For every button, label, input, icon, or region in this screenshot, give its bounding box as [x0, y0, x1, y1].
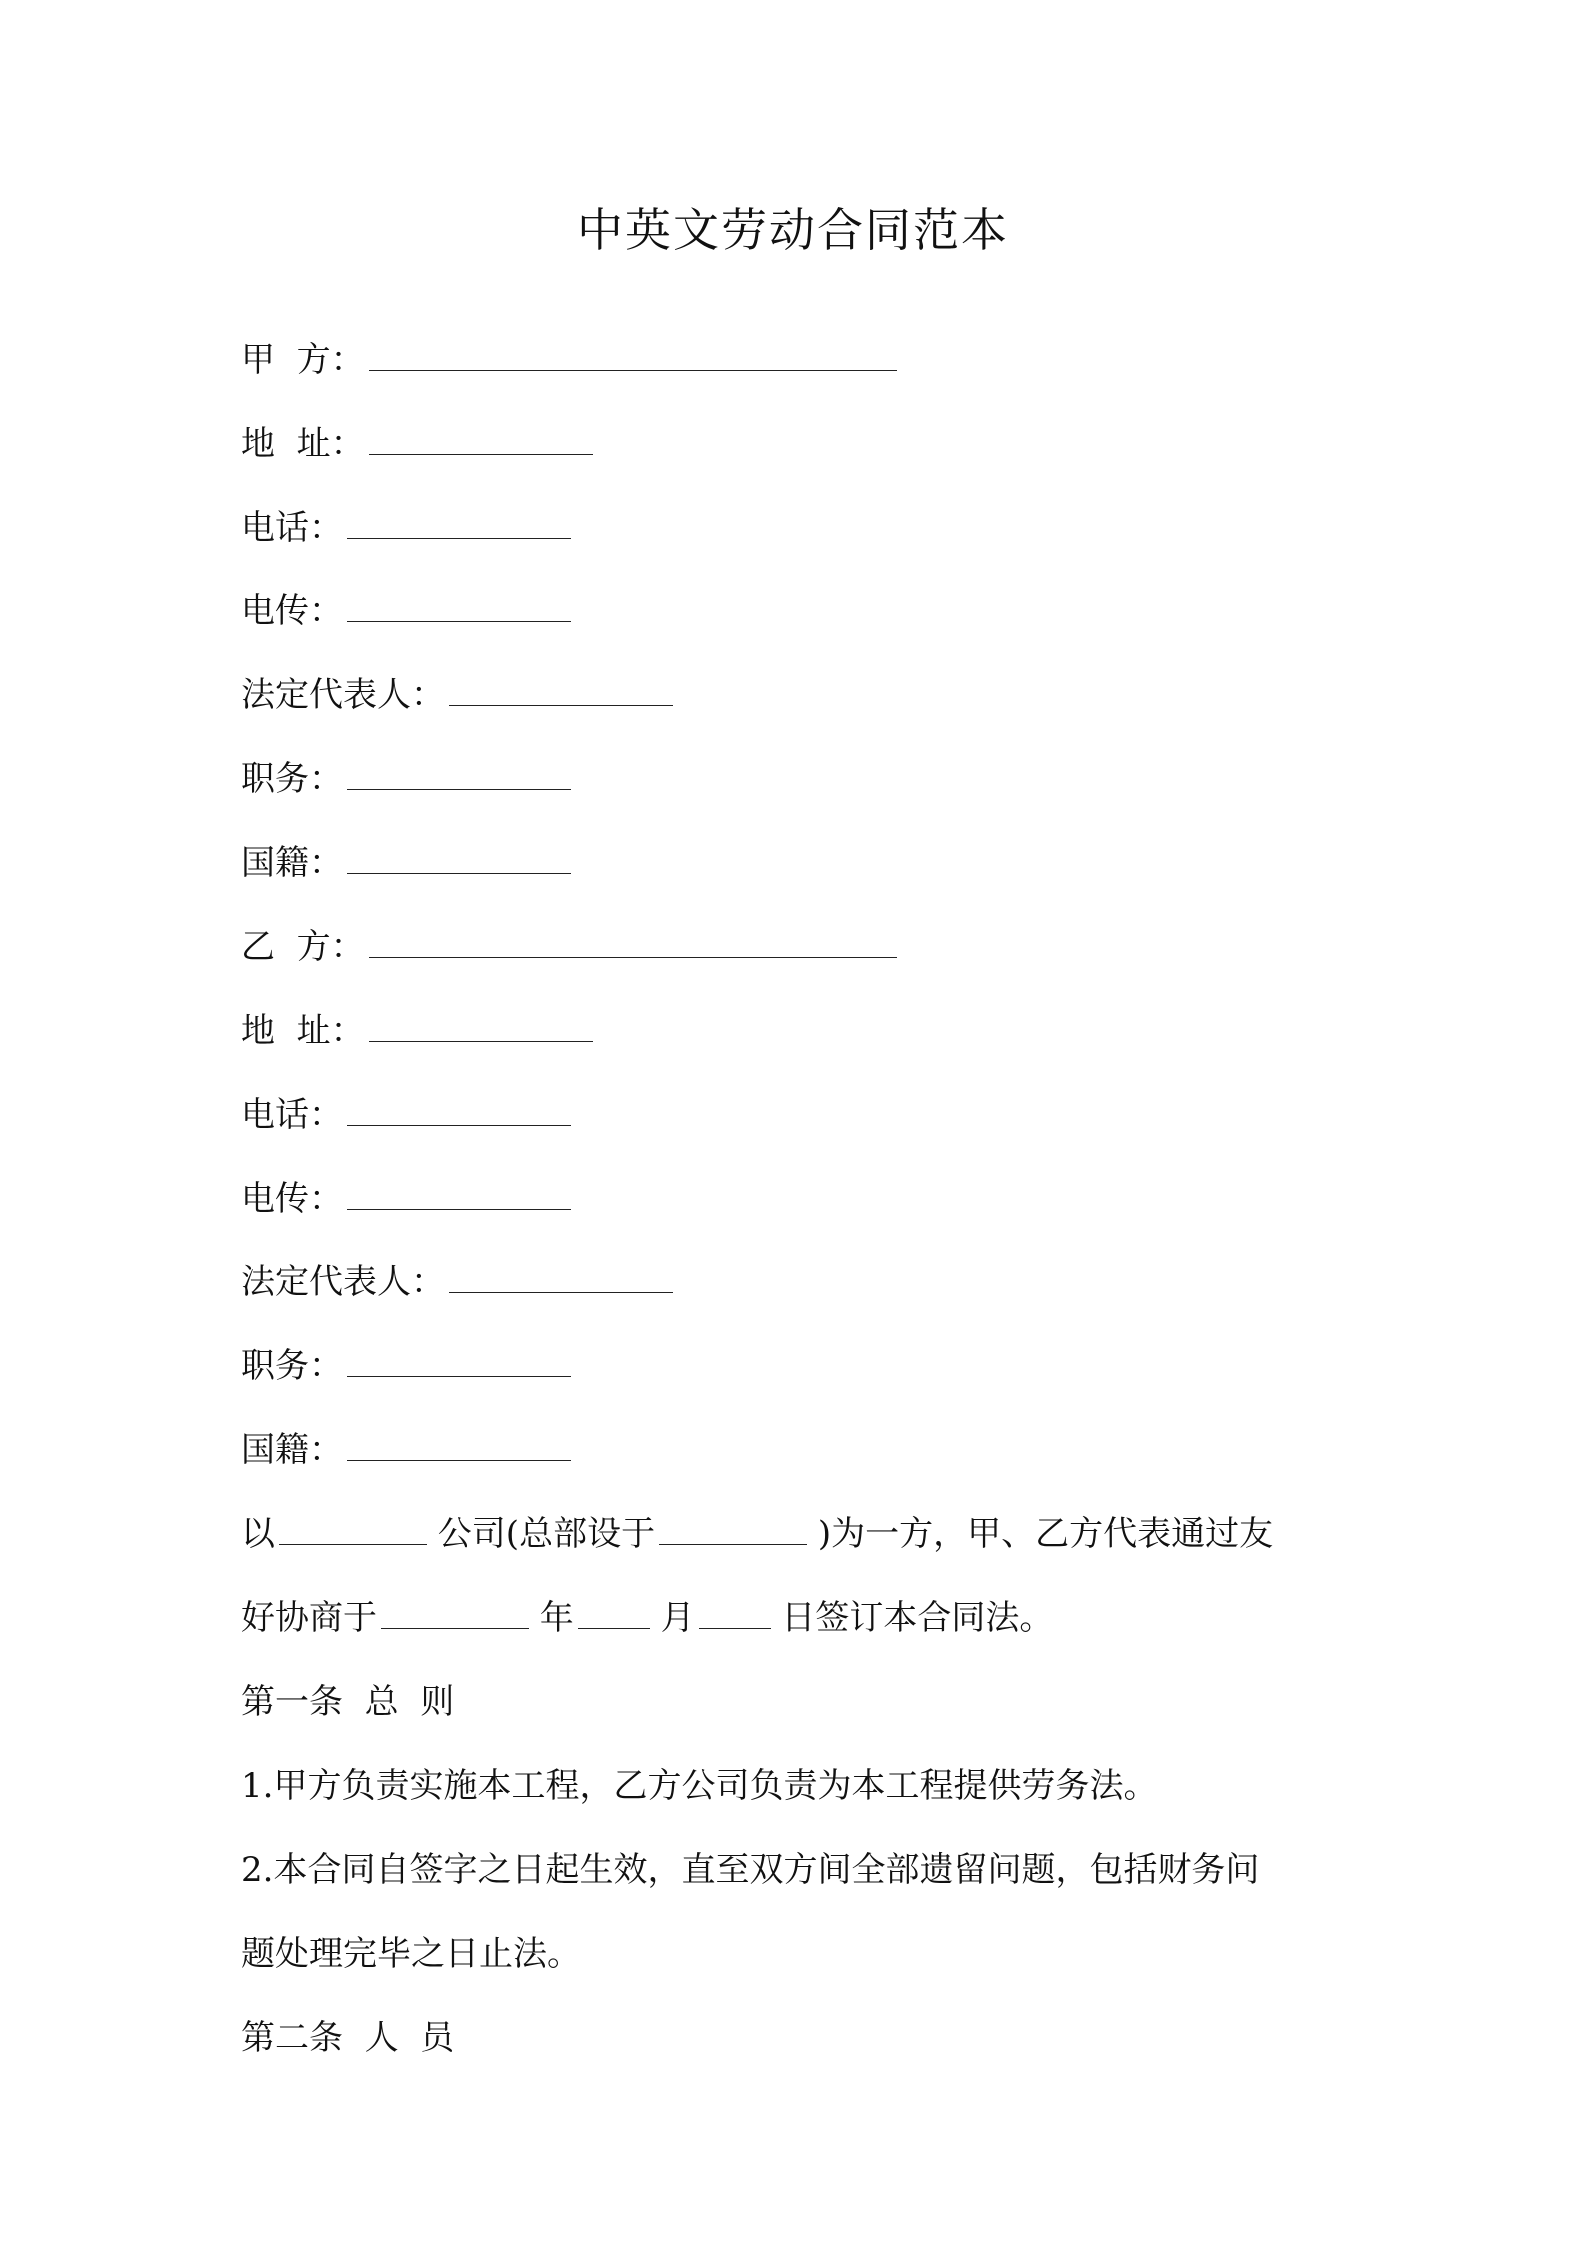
- party-a-legal-rep-blank: [449, 675, 673, 706]
- party-b-address-label: 地 址：: [241, 1011, 365, 1051]
- article-1-item-2-line-2: 题处理完毕之日止法。: [241, 1934, 581, 1974]
- party-a-nationality-blank: [347, 843, 571, 874]
- preamble-text: 公司(总部设于: [427, 1514, 656, 1554]
- preamble-text: 年: [529, 1598, 574, 1638]
- preamble-company-blank: [279, 1514, 427, 1545]
- party-b-nationality-blank: [347, 1430, 571, 1461]
- party-b-fax-row: [241, 1175, 571, 1223]
- party-a-phone-row: [241, 504, 571, 552]
- party-a-fax-label: 电传：: [241, 591, 343, 631]
- party-a-fax-blank: [347, 591, 571, 622]
- preamble-line-1: [241, 1510, 1273, 1558]
- party-b-nationality-label: 国籍：: [241, 1430, 343, 1470]
- preamble-hq-blank: [659, 1514, 807, 1545]
- preamble-day-blank: [699, 1598, 771, 1629]
- party-a-address-row: [241, 420, 593, 468]
- preamble-month-blank: [578, 1598, 650, 1629]
- party-a-address-blank: [369, 424, 593, 455]
- party-b-fax-label: 电传：: [241, 1179, 343, 1219]
- party-a-nationality-label: 国籍：: [241, 843, 343, 883]
- party-a-legal-rep-label: 法定代表人：: [241, 675, 445, 715]
- party-a-name-label: 甲 方：: [241, 340, 365, 380]
- preamble-text: 以: [241, 1514, 275, 1554]
- party-b-nationality-row: [241, 1426, 571, 1474]
- preamble-text: )为一方，甲、乙方代表通过友: [807, 1514, 1274, 1554]
- party-b-legal-rep-label: 法定代表人：: [241, 1262, 445, 1302]
- article-1-item-2-line-1: 2.本合同自签字之日起生效，直至双方间全部遗留问题，包括财务问: [241, 1850, 1260, 1890]
- preamble-text: 好协商于: [241, 1598, 377, 1638]
- party-b-fax-blank: [347, 1179, 571, 1210]
- party-a-legal-rep-row: [241, 671, 673, 719]
- party-a-position-row: [241, 755, 571, 803]
- party-a-position-label: 职务：: [241, 759, 343, 799]
- preamble-text: 日签订本合同法。: [770, 1598, 1054, 1638]
- party-b-phone-blank: [347, 1095, 571, 1126]
- preamble-line-2: [241, 1594, 1053, 1642]
- party-b-name-label: 乙 方：: [241, 927, 365, 967]
- document-title: 中英文劳动合同范本: [577, 203, 1009, 257]
- party-b-position-label: 职务：: [241, 1346, 343, 1386]
- article-1-item-1: 1.甲方负责实施本工程，乙方公司负责为本工程提供劳务法。: [241, 1766, 1158, 1806]
- party-a-name-blank: [369, 340, 897, 371]
- party-b-name-blank: [369, 927, 897, 958]
- party-a-position-blank: [347, 759, 571, 790]
- party-b-legal-rep-blank: [449, 1262, 673, 1293]
- party-b-position-blank: [347, 1346, 571, 1377]
- preamble-text: 月: [649, 1598, 695, 1638]
- party-b-phone-label: 电话：: [241, 1095, 343, 1135]
- party-a-address-label: 地 址：: [241, 424, 365, 464]
- party-b-address-row: [241, 1007, 593, 1055]
- party-b-phone-row: [241, 1091, 571, 1139]
- article-1-heading: 第一条 总 则: [241, 1682, 455, 1722]
- party-a-phone-blank: [347, 508, 571, 539]
- party-b-legal-rep-row: [241, 1258, 673, 1306]
- article-2-heading: 第二条 人 员: [241, 2018, 455, 2058]
- party-a-nationality-row: [241, 839, 571, 887]
- party-a-fax-row: [241, 587, 571, 635]
- party-b-address-blank: [369, 1011, 593, 1042]
- party-a-name-row: [241, 336, 897, 384]
- party-b-name-row: [241, 923, 897, 971]
- party-a-phone-label: 电话：: [241, 508, 343, 548]
- preamble-year-blank: [381, 1598, 529, 1629]
- party-b-position-row: [241, 1342, 571, 1390]
